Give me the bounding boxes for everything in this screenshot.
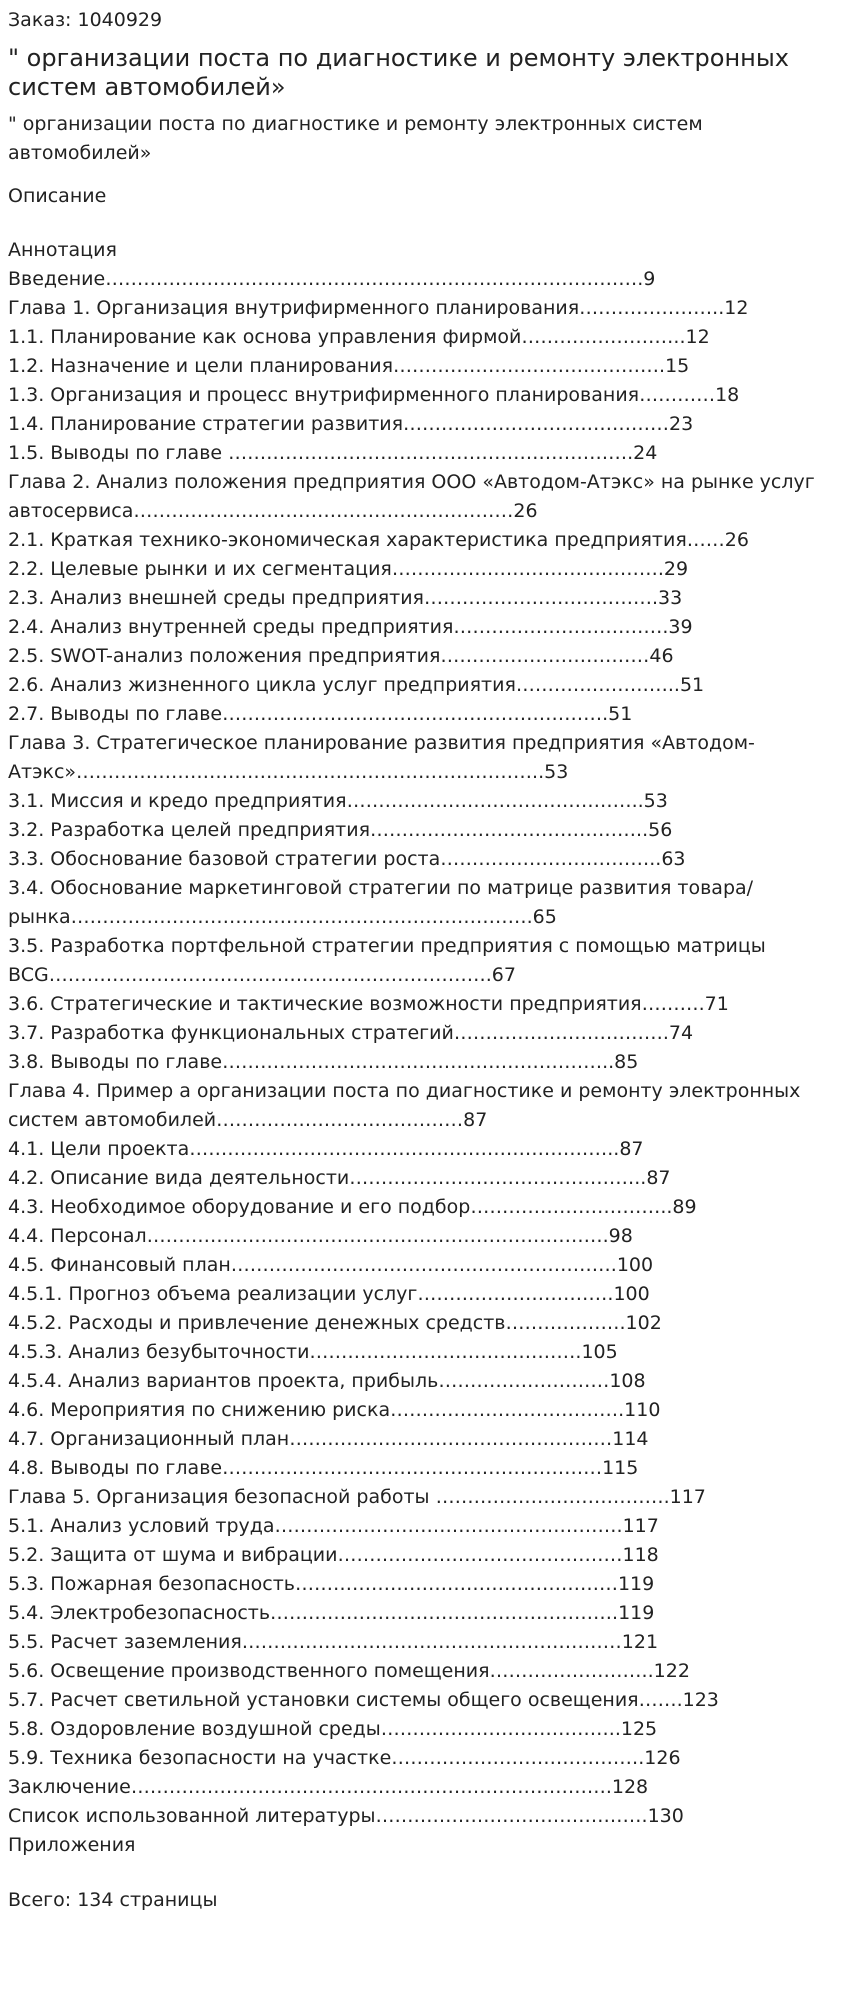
toc-entry: Аннотация — [8, 239, 117, 261]
toc-entry: Введение………………………………………………………………………….9 — [8, 268, 656, 290]
toc-entry: 1.2. Назначение и цели планирования…………………………………….15 — [8, 355, 690, 377]
toc-entry: 3.6. Стратегические и тактические возможности предприятия……….71 — [8, 993, 729, 1015]
toc-entry: 5.9. Техника безопасности на участке………………………………….126 — [8, 1747, 681, 1769]
toc-entry: 4.5.3. Анализ безубыточности…………………………………….105 — [8, 1341, 618, 1363]
toc-entry: 5.7. Расчет светильной установки системы общего освещения…….123 — [8, 1689, 719, 1711]
toc-entry: 5.2. Защита от шума и вибрации………………………………………118 — [8, 1544, 659, 1566]
toc-entry: 2.5. SWOT-анализ положения предприятия……………………………46 — [8, 645, 674, 667]
toc-entry: Заключение………………………………………………………………….128 — [8, 1776, 649, 1798]
document-title: " организации поста по диагностике и ремонту электронных систем автомобилей» — [8, 44, 789, 101]
toc-entry: 5.3. Пожарная безопасность……………………………………………119 — [8, 1573, 655, 1595]
toc-entry: 4.5.4. Анализ вариантов проекта, прибыль………………………108 — [8, 1370, 646, 1392]
toc-entry: 4.2. Описание вида деятельности………………………………………..87 — [8, 1167, 671, 1189]
toc-entry: 5.6. Освещение производственного помещения……………………..122 — [8, 1660, 690, 1682]
toc-entry: 2.4. Анализ внутренней среды предприятия…………………………….39 — [8, 616, 693, 638]
order-number: Заказ: 1040929 — [8, 9, 163, 31]
table-of-contents — [8, 236, 839, 1860]
toc-entry: Глава 1. Организация внутрифирменного планирования…………………..12 — [8, 297, 749, 319]
toc-entry: 3.8. Выводы по главе……………………………………………………..85 — [8, 1051, 639, 1073]
toc-entry: 3.1. Миссия и кредо предприятия………………………………………..53 — [8, 790, 668, 812]
toc-entry: 5.4. Электробезопасность……………………………………………….119 — [8, 1602, 655, 1624]
toc-entry: Глава 5. Организация безопасной работы ……………………………….117 — [8, 1486, 706, 1508]
toc-entry: 4.6. Мероприятия по снижению риска……………………………….110 — [8, 1399, 661, 1421]
toc-entry: 4.5.2. Расходы и привлечение денежных средств……………….102 — [8, 1312, 662, 1334]
toc-entry: 4.1. Цели проекта…………………………………………………………..87 — [8, 1138, 644, 1160]
toc-entry: 4.3. Необходимое оборудование и его подбор…………………………..89 — [8, 1196, 697, 1218]
toc-entry: 1.1. Планирование как основа управления фирмой……………………..12 — [8, 326, 710, 348]
toc-entry: 1.5. Выводы по главе ……………………………………………………….24 — [8, 442, 658, 464]
toc-entry: Список использованной литературы…………………………………….130 — [8, 1805, 684, 1827]
toc-entry: 3.7. Разработка функциональных стратегий…………………………….74 — [8, 1022, 694, 1044]
toc-entry: 4.5.1. Прогноз объема реализации услуг………………………….100 — [8, 1283, 650, 1305]
toc-entry: 1.3. Организация и процесс внутрифирменного планирования…………18 — [8, 384, 740, 406]
toc-entry: 3.3. Обоснование базовой стратегии роста……………………………..63 — [8, 848, 686, 870]
toc-entry: 2.2. Целевые рынки и их сегментация…………………………………….29 — [8, 558, 689, 580]
toc-entry: Приложения — [8, 1834, 136, 1856]
toc-entry: Глава 4. Пример а организации поста по диагностике и ремонту электронных систем автомобилей…………………………………87 — [8, 1080, 801, 1131]
toc-entry: 2.1. Краткая технико-экономическая характеристика предприятия……26 — [8, 529, 749, 551]
toc-entry: Глава 2. Анализ положения предприятия ООО «Автодом-Атэкс» на рынке услуг автосервиса……………………………………………………26 — [8, 471, 815, 522]
toc-entry: 4.4. Персонал……………………………………………………………….98 — [8, 1225, 633, 1247]
toc-entry: 5.1. Анализ условий труда……………………………………………….117 — [8, 1515, 659, 1537]
toc-entry: 2.3. Анализ внешней среды предприятия……………………………….33 — [8, 587, 683, 609]
toc-entry: 3.5. Разработка портфельной стратегии предприятия с помощью матрицы BCG…………………………………………………………….67 — [8, 935, 766, 986]
toc-entry: 4.5. Финансовый план…………………………………………………….100 — [8, 1254, 654, 1276]
toc-entry: 5.5. Расчет заземления……………………………………………………121 — [8, 1631, 659, 1653]
toc-entry: 2.7. Выводы по главе…………………………………………………….51 — [8, 703, 633, 725]
description-heading: Описание — [8, 185, 107, 207]
toc-entry: Глава 3. Стратегическое планирование развития предприятия «Автодом-Атэкс»………………………………………………………………..53 — [8, 732, 755, 783]
toc-entry: 1.4. Планирование стратегии развития……………………………………23 — [8, 413, 694, 435]
toc-entry: 2.6. Анализ жизненного цикла услуг предприятия……………………..51 — [8, 674, 705, 696]
toc-entry: 3.2. Разработка целей предприятия……………………………………..56 — [8, 819, 673, 841]
document-subtitle: " организации поста по диагностике и ремонту электронных систем автомобилей» — [8, 113, 703, 164]
toc-entry: 4.8. Выводы по главе……………………………………………………115 — [8, 1457, 639, 1479]
toc-entry: 3.4. Обоснование маркетинговой стратегии по матрице развития товара/рынка……………………………………………………………….65 — [8, 877, 754, 928]
toc-entry: 5.8. Оздоровление воздушной среды………………………………..125 — [8, 1718, 658, 1740]
total-pages: Всего: 134 страницы — [8, 1889, 218, 1911]
toc-entry: 4.7. Организационный план……………………………………………114 — [8, 1428, 649, 1450]
